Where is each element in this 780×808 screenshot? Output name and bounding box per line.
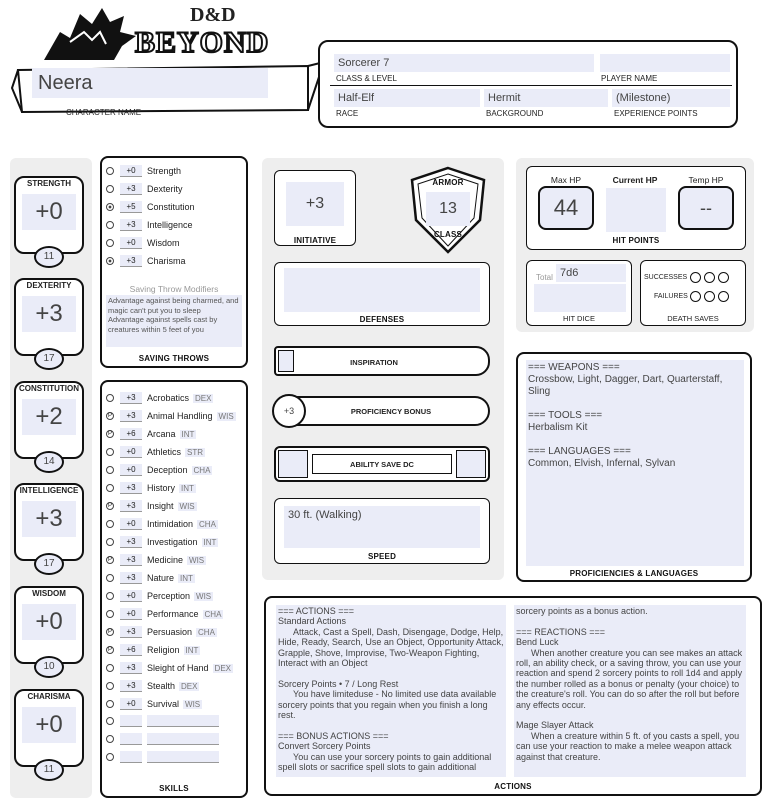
skill-attribute: WIS [218,411,234,421]
proficiency-circle-icon[interactable] [106,592,114,600]
ability-strength [14,176,84,268]
skill-attribute: INT [185,645,199,655]
experience-field[interactable]: (Milestone) [612,89,730,107]
saving-throw-modifiers-text[interactable]: Advantage against being charmed, and magic can't put you to sleep Advantage against spells cast by creatures within 5 feet of you [106,295,242,347]
current-hp-label: Current HP [612,175,658,185]
custom-skill-rows [100,712,248,768]
custom-skill-row[interactable] [106,712,219,730]
proficiency-circle-icon[interactable] [106,394,114,402]
ability-score[interactable]: 11 [34,759,64,781]
proficiency-circle-icon[interactable] [106,185,114,193]
skill-modifier: +3 [120,626,142,638]
proficiency-circle-icon[interactable] [106,682,114,690]
logo-top-text: D&D [190,4,236,26]
proficiency-circle-icon[interactable] [106,448,114,456]
ability-name: CONSTITUTION [19,384,79,393]
skill-name: Athletics [147,447,182,457]
ability-name: DEXTERITY [26,281,72,290]
actions-right-text[interactable]: sorcery points as a bonus action. === REACTIONS === Bend Luck When another creature you can see makes an attack roll, an ability check, or a saving throw, you can use your reaction and spend 2 sorcery points to roll 1d4 and apply the number rolled as a bonus or penalty (your choice) to the creature's roll. You can do so after the roll but before any effects occur. Mage Slayer Attack When a creature within 5 ft. of you casts a spell, you can use your reaction to make a melee weapon attack against that creature. [514,605,746,777]
skill-name: Arcana [147,429,176,439]
saving-throw-constitution[interactable] [106,198,195,216]
death-saves-label: DEATH SAVES [667,314,719,323]
skill-modifier: +3 [120,554,142,566]
skill-name: History [147,483,176,493]
proficient-circle-icon[interactable] [106,257,114,265]
skill-row[interactable] [106,623,217,641]
class-level-field[interactable]: Sorcerer 7 [334,54,594,72]
armor-label-bottom: CLASS [433,230,463,239]
skill-attribute: DEX [214,663,231,673]
skill-attribute: CHA [204,609,222,619]
ability-wisdom [14,586,84,678]
proficiency-circle-icon[interactable] [106,484,114,492]
failure-checkboxes [690,289,729,307]
character-name-value: Neera [38,72,93,94]
skill-name: Animal Handling [147,411,213,421]
expertise-circle-icon[interactable]: P [107,629,112,635]
skill-row[interactable] [106,605,223,623]
save-name: Intelligence [147,220,193,230]
save-modifier: +0 [120,165,142,177]
ability-save-dc-left-field[interactable] [278,450,308,478]
success-circle-icon[interactable] [690,272,701,283]
skill-attribute: INT [180,573,193,583]
proficiency-circle-icon[interactable] [106,221,114,229]
failures-label: FAILURES [654,293,688,300]
ability-save-dc-right-field[interactable] [456,450,486,478]
ability-score[interactable]: 10 [34,656,64,678]
current-hp-field[interactable] [606,188,666,232]
proficiency-circle-icon[interactable] [106,735,114,743]
hit-dice-field[interactable] [534,284,626,312]
skill-row[interactable] [106,677,199,695]
proficiency-circle-icon[interactable] [106,574,114,582]
custom-skill-row[interactable] [106,748,219,766]
saving-throw-strength[interactable] [106,162,181,180]
save-modifier: +5 [120,201,142,213]
skill-row[interactable] [106,659,233,677]
skill-modifier: +0 [120,446,142,458]
skill-attribute: INT [181,483,194,493]
inspiration-checkbox[interactable] [278,350,294,372]
actions-left-text[interactable]: === ACTIONS === Standard Actions Attack, Cast a Spell, Dash, Disengage, Dodge, Help, Hide, Ready, Search, Use an Object, Opportunity Attack, Grapple, Shove, Improvise, Two-Weapon Fighting, Interact with an Object Sorcery Points • 7 / Long Rest You have limiteduse - No limited use data available sorcery points that you regain when you finish a long rest. === BONUS ACTIONS === Convert Sorcery Points You can use your sorcery points to gain additional spell slots or sacrifice spell slots to gain additional [276,605,506,777]
ability-name: CHARISMA [27,692,71,701]
skill-modifier: +3 [120,536,142,548]
skills-label: SKILLS [159,784,189,793]
ability-modifier[interactable]: +0 [22,194,76,230]
skill-attribute: WIS [189,555,205,565]
skill-row[interactable] [106,389,213,407]
custom-skill-name-field[interactable] [147,733,219,745]
skill-name: Nature [147,573,175,583]
hit-points-label: HIT POINTS [612,236,660,245]
inspiration-label: INSPIRATION [350,358,398,367]
proficiency-bonus-label: PROFICIENCY BONUS [350,407,432,416]
skill-row[interactable] [106,461,212,479]
ability-modifier[interactable]: +0 [22,707,76,743]
hit-dice-total-label: Total [536,273,553,282]
initiative-label: INITIATIVE [293,236,337,245]
successes-label: SUCCESSES [644,274,688,281]
proficiency-circle-icon[interactable] [106,167,114,175]
ability-score[interactable]: 14 [34,451,64,473]
custom-skill-name-field[interactable] [147,751,219,763]
skill-modifier: +3 [120,392,142,404]
skill-modifier: +0 [120,698,142,710]
skill-name: Intimidation [147,519,194,529]
defenses-label: DEFENSES [359,315,405,324]
skill-row[interactable] [106,695,202,713]
skill-name: Survival [147,699,180,709]
armor-class-value[interactable]: 13 [426,192,470,226]
skill-row[interactable] [106,497,197,515]
skill-modifier: +3 [120,500,142,512]
speed-field[interactable]: 30 ft. (Walking) [284,506,480,548]
save-name: Charisma [147,256,186,266]
skill-modifier: +0 [120,590,142,602]
skill-row[interactable] [106,515,218,533]
ability-name: STRENGTH [27,179,71,188]
ability-modifier[interactable]: +0 [22,604,76,640]
skill-row[interactable] [106,443,205,461]
save-name: Wisdom [147,238,180,248]
saving-throw-list [100,162,248,282]
proficient-circle-icon[interactable] [106,203,114,211]
experience-label: EXPERIENCE POINTS [614,109,698,118]
ability-modifier[interactable]: +3 [22,501,76,537]
proficiency-circle-icon[interactable] [106,717,114,725]
skill-attribute: WIS [196,591,212,601]
skill-name: Sleight of Hand [147,663,209,673]
skill-name: Religion [147,645,180,655]
skill-name: Perception [147,591,191,601]
skill-attribute: INT [203,537,217,547]
temp-hp-label: Temp HP [688,175,724,185]
ability-dexterity [14,278,84,370]
skill-modifier: +6 [120,644,142,656]
saving-throws-label: SAVING THROWS [138,354,210,363]
saving-throw-dexterity[interactable] [106,180,183,198]
save-modifier: +3 [120,183,142,195]
skill-name: Deception [147,465,188,475]
proficiency-circle-icon[interactable] [106,520,114,528]
skill-attribute: WIS [185,699,201,709]
proficiency-circle-icon[interactable] [106,239,114,247]
skill-modifier: +3 [120,572,142,584]
save-name: Dexterity [147,184,183,194]
skill-name: Acrobatics [147,393,190,403]
save-name: Strength [147,166,182,176]
saving-throw-modifiers-title: Saving Throw Modifiers [129,284,219,294]
speed-label: SPEED [367,552,397,561]
skill-name: Medicine [147,555,184,565]
background-field[interactable]: Hermit [484,89,608,107]
success-checkboxes [690,270,729,288]
skill-row[interactable] [106,533,218,551]
skill-name: Performance [147,609,199,619]
expertise-circle-icon[interactable]: P [107,431,112,437]
failure-circle-icon[interactable] [690,291,701,302]
proficiency-circle-icon[interactable] [106,538,114,546]
skill-attribute: CHA [199,519,216,529]
max-hp-label: Max HP [550,175,582,185]
proficiency-circle-icon[interactable] [106,664,114,672]
custom-skill-modifier[interactable] [120,733,142,745]
proficiency-circle-icon[interactable] [106,466,114,474]
skill-attribute: CHA [198,627,215,637]
race-field[interactable]: Half-Elf [334,89,480,107]
skill-list [100,389,248,717]
class-level-label: CLASS & LEVEL [336,74,397,83]
ability-name: INTELLIGENCE [19,486,79,495]
saving-throw-intelligence[interactable] [106,216,193,234]
skill-attribute: WIS [179,501,195,511]
skill-attribute: STR [187,447,204,457]
ability-intelligence [14,483,84,575]
race-label: RACE [336,109,359,118]
success-circle-icon[interactable] [718,272,729,283]
proficiency-circle-icon[interactable] [106,753,114,761]
max-hp-value[interactable]: 44 [538,186,594,230]
skill-name: Persuasion [147,627,193,637]
armor-label-top: ARMOR [432,178,464,187]
save-modifier: +0 [120,237,142,249]
initiative-value[interactable]: +3 [286,182,344,226]
background-label: BACKGROUND [486,109,544,118]
custom-skill-modifier[interactable] [120,751,142,763]
temp-hp-value[interactable]: -- [678,186,734,230]
ability-constitution [14,381,84,473]
logo-bottom-text: BEYOND [135,26,270,59]
character-name-label: CHARACTER NAME [66,108,142,117]
actions-label: ACTIONS [494,782,532,791]
proficiencies-text[interactable]: === WEAPONS === Crossbow, Light, Dagger, Dart, Quarterstaff, Sling === TOOLS === Herbalism Kit === LANGUAGES === Common, Elvish, Infernal, Sylvan [526,360,744,566]
skill-attribute: DEX [195,393,212,403]
skill-modifier: +6 [120,428,142,440]
proficiency-circle-icon[interactable] [106,610,114,618]
proficiency-bonus-value[interactable]: +3 [272,394,306,428]
expertise-circle-icon[interactable]: P [107,557,112,563]
skill-row[interactable] [106,407,236,425]
expertise-circle-icon[interactable]: P [107,413,112,419]
skill-name: Investigation [147,537,198,547]
skill-attribute: INT [181,429,195,439]
defenses-field[interactable] [284,268,480,312]
save-modifier: +3 [120,255,142,267]
custom-skill-name-field[interactable] [147,715,219,727]
header-divider [330,85,732,86]
saving-throw-charisma[interactable] [106,252,186,270]
ability-charisma [14,689,84,781]
ability-modifier[interactable]: +3 [22,296,76,332]
proficiency-circle-icon[interactable] [106,700,114,708]
ability-score[interactable]: 17 [34,553,64,575]
save-name: Constitution [147,202,195,212]
expertise-circle-icon[interactable]: P [107,503,112,509]
skill-attribute: DEX [181,681,198,691]
skill-name: Insight [147,501,174,511]
skill-modifier: +0 [120,464,142,476]
saving-throw-wisdom[interactable] [106,234,180,252]
player-name-label: PLAYER NAME [601,74,658,83]
skill-modifier: +0 [120,608,142,620]
custom-skill-row[interactable] [106,730,219,748]
skill-row[interactable] [106,551,206,569]
skill-row[interactable] [106,425,196,443]
skill-row[interactable] [106,587,213,605]
failure-circle-icon[interactable] [718,291,729,302]
skill-row[interactable] [106,569,195,587]
skill-modifier: +3 [120,680,142,692]
player-name-field[interactable] [600,54,730,72]
ability-name: WISDOM [32,589,66,598]
custom-skill-modifier[interactable] [120,715,142,727]
failure-circle-icon[interactable] [704,291,715,302]
skill-row[interactable] [106,641,200,659]
character-name-field[interactable] [32,68,268,98]
ability-modifier[interactable]: +2 [22,399,76,435]
skill-row[interactable] [106,479,196,497]
skill-attribute: CHA [193,465,211,475]
skill-modifier: +3 [120,482,142,494]
proficiencies-label: PROFICIENCIES & LANGUAGES [569,569,699,578]
ability-save-dc-label: ABILITY SAVE DC [312,454,452,474]
skill-modifier: +3 [120,662,142,674]
ability-score[interactable]: 17 [34,348,64,370]
success-circle-icon[interactable] [704,272,715,283]
hit-dice-label: HIT DICE [563,314,595,323]
ability-score[interactable]: 11 [34,246,64,268]
hit-dice-value[interactable]: 7d6 [556,264,626,282]
skill-modifier: +3 [120,410,142,422]
expertise-circle-icon[interactable]: P [107,647,112,653]
save-modifier: +3 [120,219,142,231]
skill-modifier: +0 [120,518,142,530]
skill-name: Stealth [147,681,176,691]
